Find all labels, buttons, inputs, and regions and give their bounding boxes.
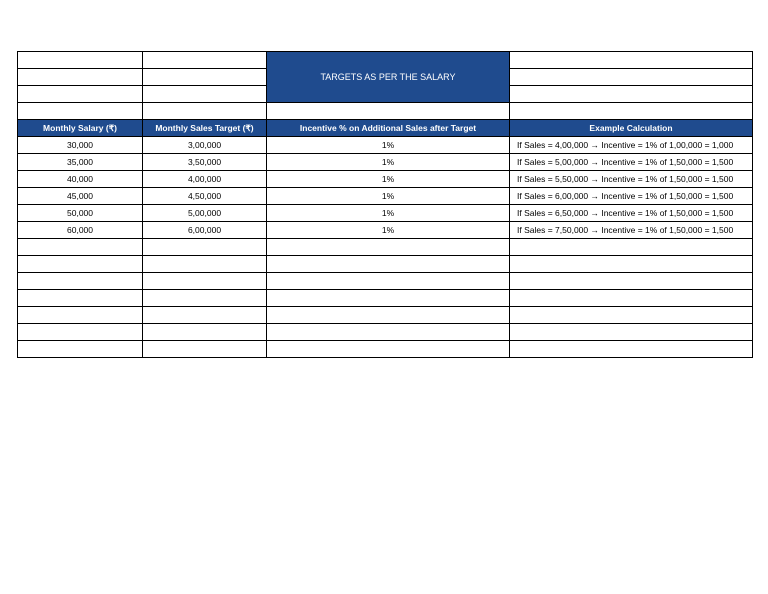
cell[interactable] — [18, 290, 143, 307]
header-incentive-percent[interactable]: Incentive % on Additional Sales after Target — [267, 120, 510, 137]
example-cell[interactable]: If Sales = 5,50,000 → Incentive = 1% of 1,50,000 = 1,500 — [510, 171, 753, 188]
incentive-cell[interactable]: 1% — [267, 205, 510, 222]
salary-cell[interactable]: 45,000 — [18, 188, 143, 205]
example-cell[interactable]: If Sales = 7,50,000 → Incentive = 1% of 1,50,000 = 1,500 — [510, 222, 753, 239]
cell[interactable] — [143, 69, 267, 86]
cell[interactable] — [510, 307, 753, 324]
target-cell[interactable]: 5,00,000 — [143, 205, 267, 222]
cell[interactable] — [510, 86, 753, 103]
cell[interactable] — [510, 239, 753, 256]
cell[interactable] — [18, 256, 143, 273]
table-row — [18, 171, 753, 188]
cell[interactable] — [267, 239, 510, 256]
cell[interactable] — [18, 103, 143, 120]
cell[interactable] — [267, 290, 510, 307]
cell[interactable] — [510, 273, 753, 290]
cell[interactable] — [143, 103, 267, 120]
incentive-cell[interactable]: 1% — [267, 171, 510, 188]
target-cell[interactable]: 3,00,000 — [143, 137, 267, 154]
cell[interactable] — [267, 324, 510, 341]
cell[interactable] — [143, 290, 267, 307]
cell[interactable] — [510, 69, 753, 86]
cell[interactable] — [143, 52, 267, 69]
target-cell[interactable]: 3,50,000 — [143, 154, 267, 171]
cell[interactable] — [510, 324, 753, 341]
header-example-calculation[interactable]: Example Calculation — [510, 120, 753, 137]
table-row — [18, 222, 753, 239]
example-cell[interactable]: If Sales = 4,00,000 → Incentive = 1% of 1,00,000 = 1,000 — [510, 137, 753, 154]
cell[interactable] — [510, 103, 753, 120]
cell[interactable] — [143, 256, 267, 273]
cell[interactable] — [267, 341, 510, 358]
salary-targets-table — [17, 51, 753, 358]
cell[interactable] — [510, 290, 753, 307]
salary-cell[interactable]: 30,000 — [18, 137, 143, 154]
salary-cell[interactable]: 50,000 — [18, 205, 143, 222]
empty-row — [18, 324, 753, 341]
table-title[interactable]: TARGETS AS PER THE SALARY — [267, 52, 510, 103]
empty-row — [18, 239, 753, 256]
example-cell[interactable]: If Sales = 6,50,000 → Incentive = 1% of 1,50,000 = 1,500 — [510, 205, 753, 222]
salary-cell[interactable]: 40,000 — [18, 171, 143, 188]
cell[interactable] — [143, 307, 267, 324]
cell[interactable] — [18, 239, 143, 256]
empty-row — [18, 341, 753, 358]
cell[interactable] — [267, 273, 510, 290]
cell[interactable] — [143, 341, 267, 358]
blank-row — [18, 103, 753, 120]
cell[interactable] — [18, 86, 143, 103]
empty-row — [18, 256, 753, 273]
cell[interactable] — [18, 273, 143, 290]
header-monthly-salary[interactable]: Monthly Salary (₹) — [18, 120, 143, 137]
cell[interactable] — [267, 256, 510, 273]
table-row — [18, 154, 753, 171]
cell[interactable] — [510, 52, 753, 69]
incentive-cell[interactable]: 1% — [267, 188, 510, 205]
empty-row — [18, 290, 753, 307]
salary-cell[interactable]: 60,000 — [18, 222, 143, 239]
incentive-cell[interactable]: 1% — [267, 137, 510, 154]
header-monthly-sales-target[interactable]: Monthly Sales Target (₹) — [143, 120, 267, 137]
cell[interactable] — [143, 273, 267, 290]
cell[interactable] — [143, 239, 267, 256]
cell[interactable] — [18, 69, 143, 86]
empty-row — [18, 307, 753, 324]
cell[interactable] — [510, 256, 753, 273]
cell[interactable] — [18, 324, 143, 341]
header-row — [18, 120, 753, 137]
cell[interactable] — [18, 307, 143, 324]
incentive-cell[interactable]: 1% — [267, 154, 510, 171]
salary-cell[interactable]: 35,000 — [18, 154, 143, 171]
cell[interactable] — [18, 52, 143, 69]
blank-row — [18, 52, 753, 69]
cell[interactable] — [143, 324, 267, 341]
target-cell[interactable]: 4,00,000 — [143, 171, 267, 188]
cell[interactable] — [267, 307, 510, 324]
table-row — [18, 205, 753, 222]
empty-row — [18, 273, 753, 290]
cell[interactable] — [18, 341, 143, 358]
table-row — [18, 188, 753, 205]
example-cell[interactable]: If Sales = 5,00,000 → Incentive = 1% of 1,50,000 = 1,500 — [510, 154, 753, 171]
incentive-cell[interactable]: 1% — [267, 222, 510, 239]
target-cell[interactable]: 6,00,000 — [143, 222, 267, 239]
cell[interactable] — [267, 103, 510, 120]
table-row — [18, 137, 753, 154]
target-cell[interactable]: 4,50,000 — [143, 188, 267, 205]
cell[interactable] — [510, 341, 753, 358]
cell[interactable] — [143, 86, 267, 103]
example-cell[interactable]: If Sales = 6,00,000 → Incentive = 1% of 1,50,000 = 1,500 — [510, 188, 753, 205]
